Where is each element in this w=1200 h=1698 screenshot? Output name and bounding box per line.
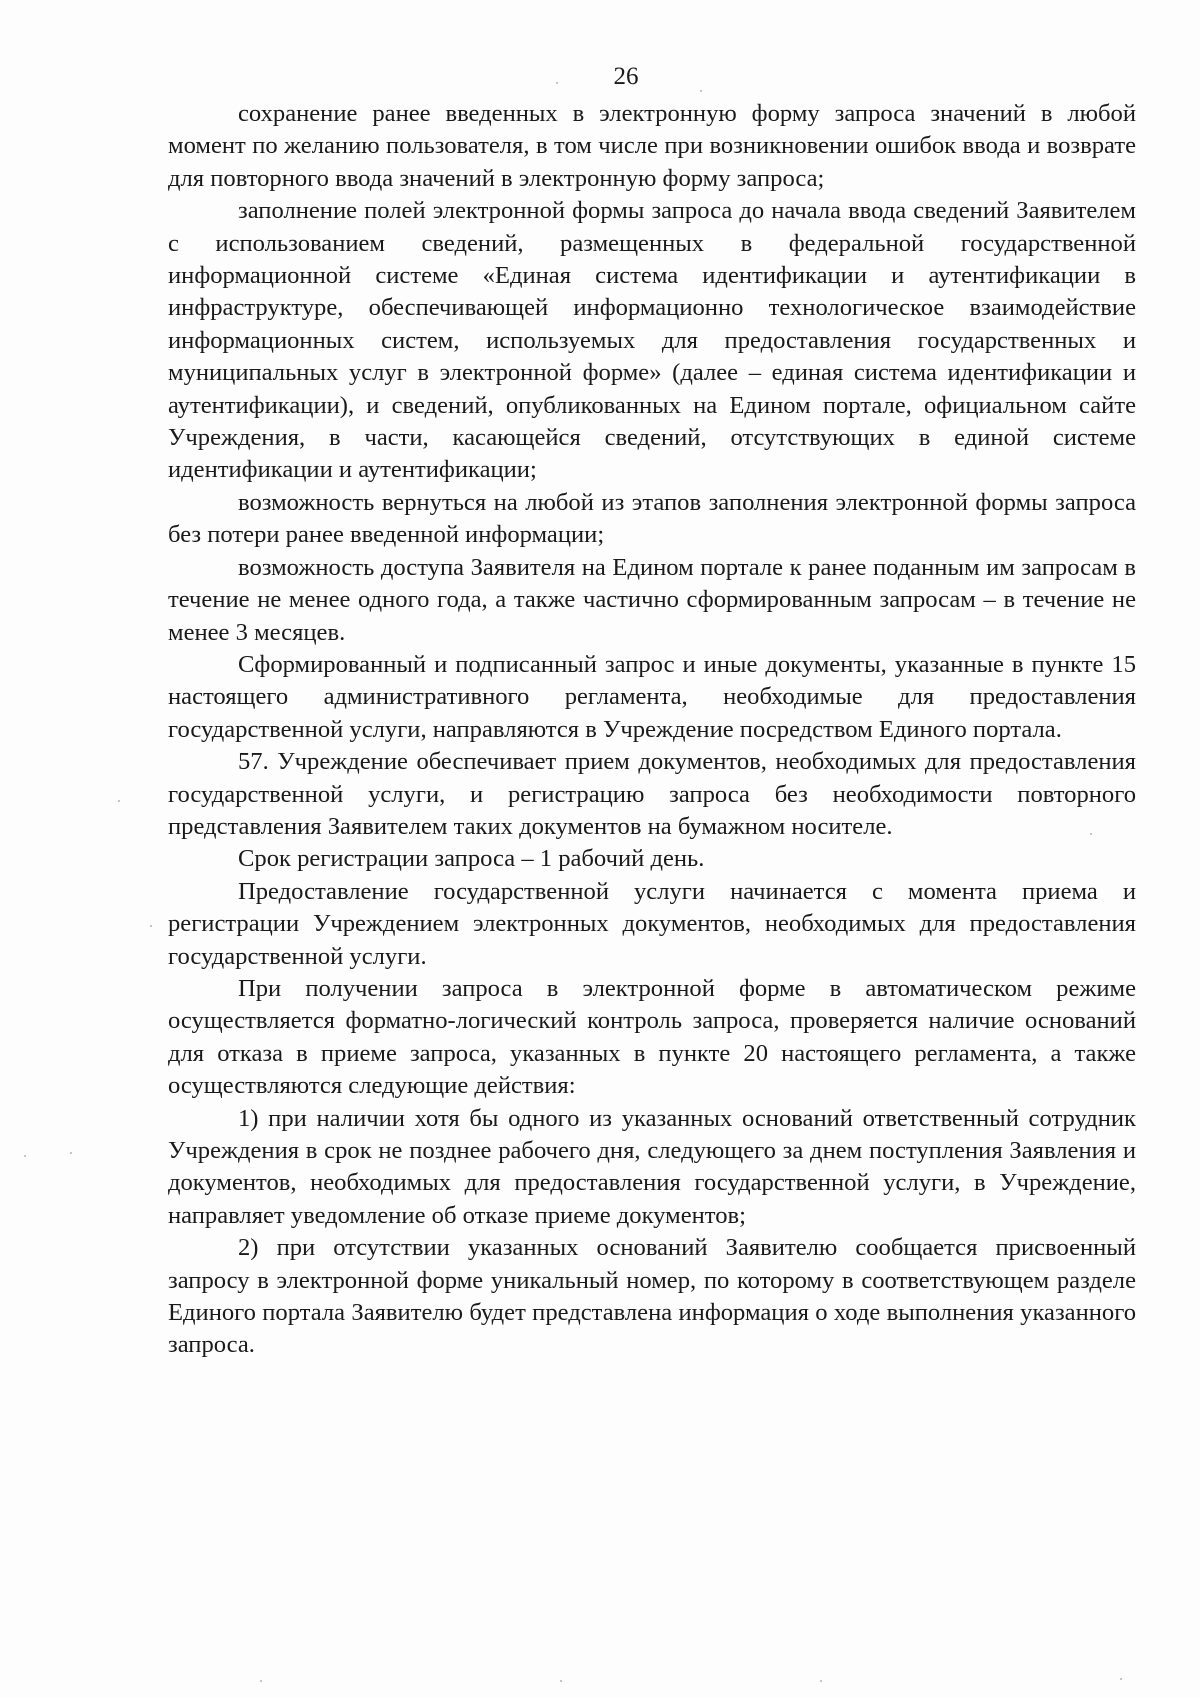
paragraph-access-requests: возможность доступа Заявителя на Едином портале к ранее поданным им запросам в течение не менее одного года, а также частично сформированным запросам – в течение не менее 3 месяцев.	[168, 553, 1136, 646]
paragraph-save-values: сохранение ранее введенных в электронную форму запроса значений в любой момент по желанию пользователя, в том числе при возникновении ошибок ввода и возврате для повторного ввода значений в электронную форму запроса;	[168, 100, 1136, 192]
paragraph-signed-request: Сформированный и подписанный запрос и иные документы, указанные в пункте 15 настоящего административного регламента, необходимые для предоставления государственной услуги, направляются в Учреждение посредством Единого портала.	[168, 650, 1136, 743]
scan-speck	[820, 1680, 822, 1682]
paragraph-return-to-step: возможность вернуться на любой из этапов заполнения электронной формы запроса без потери ранее введенной информации;	[168, 488, 1136, 549]
paragraph-refusal-notice: 1) при наличии хотя бы одного из указанных оснований ответственный сотрудник Учреждения в срок не позднее рабочего дня, следующего за днем поступления Заявления и документов, необходимых для предоставления государственной услуги, в Учреждение, направляет уведомление об отказе приеме документов;	[168, 1104, 1136, 1229]
paragraph-unique-number: 2) при отсутствии указанных оснований Заявителю сообщается присвоенный запросу в электронной форме уникальный номер, по которому в соответствующем разделе Единого портала Заявителю будет представлена информация о ходе выполнения указанного запроса.	[168, 1234, 1136, 1359]
scan-speck	[150, 925, 152, 927]
paragraph-service-start: Предоставление государственной услуги начинается с момента приема и регистрации Учреждением электронных документов, необходимых для предоставления государственной услуги.	[168, 877, 1136, 970]
scan-speck	[24, 1155, 26, 1157]
scan-speck	[118, 800, 120, 802]
scan-speck	[260, 1680, 262, 1682]
scan-speck	[70, 1152, 72, 1154]
paragraph-registration-term: Срок регистрации запроса – 1 рабочий день.	[238, 845, 705, 873]
scan-speck	[1120, 1678, 1122, 1680]
scan-speck	[560, 1680, 562, 1682]
scan-speck	[700, 90, 702, 92]
scan-speck	[1090, 833, 1092, 835]
paragraph-autofill-fields: заполнение полей электронной формы запроса до начала ввода сведений Заявителем с использованием сведений, размещенных в федеральной государственной информационной системе «Единая система идентификации и аутентификации в инфраструктуре, обеспечивающей информационно технологическое взаимодействие информационных систем, используемых для предоставления государственных и муниципальных услуг в электронной форме» (далее – единая система идентификации и аутентификации), и сведений, опубликованных на Едином портале, официальном сайте Учреждения, в части, касающейся сведений, отсутствующих в единой системе идентификации и аутентификации;	[168, 197, 1136, 484]
paragraph-item-57: 57. Учреждение обеспечивает прием документов, необходимых для предоставления государственной услуги, и регистрацию запроса без необходимости повторного представления Заявителем таких документов на бумажном носителе.	[168, 748, 1136, 840]
page-number: 26	[613, 63, 639, 90]
scan-speck	[556, 82, 558, 84]
paragraph-automatic-control: При получении запроса в электронной форме в автоматическом режиме осуществляется форматно-логический контроль запроса, проверяется наличие оснований для отказа в приеме запроса, указанных в пункте 20 настоящего регламента, а также осуществляются следующие действия:	[168, 974, 1136, 1100]
document-body	[168, 98, 1136, 1362]
